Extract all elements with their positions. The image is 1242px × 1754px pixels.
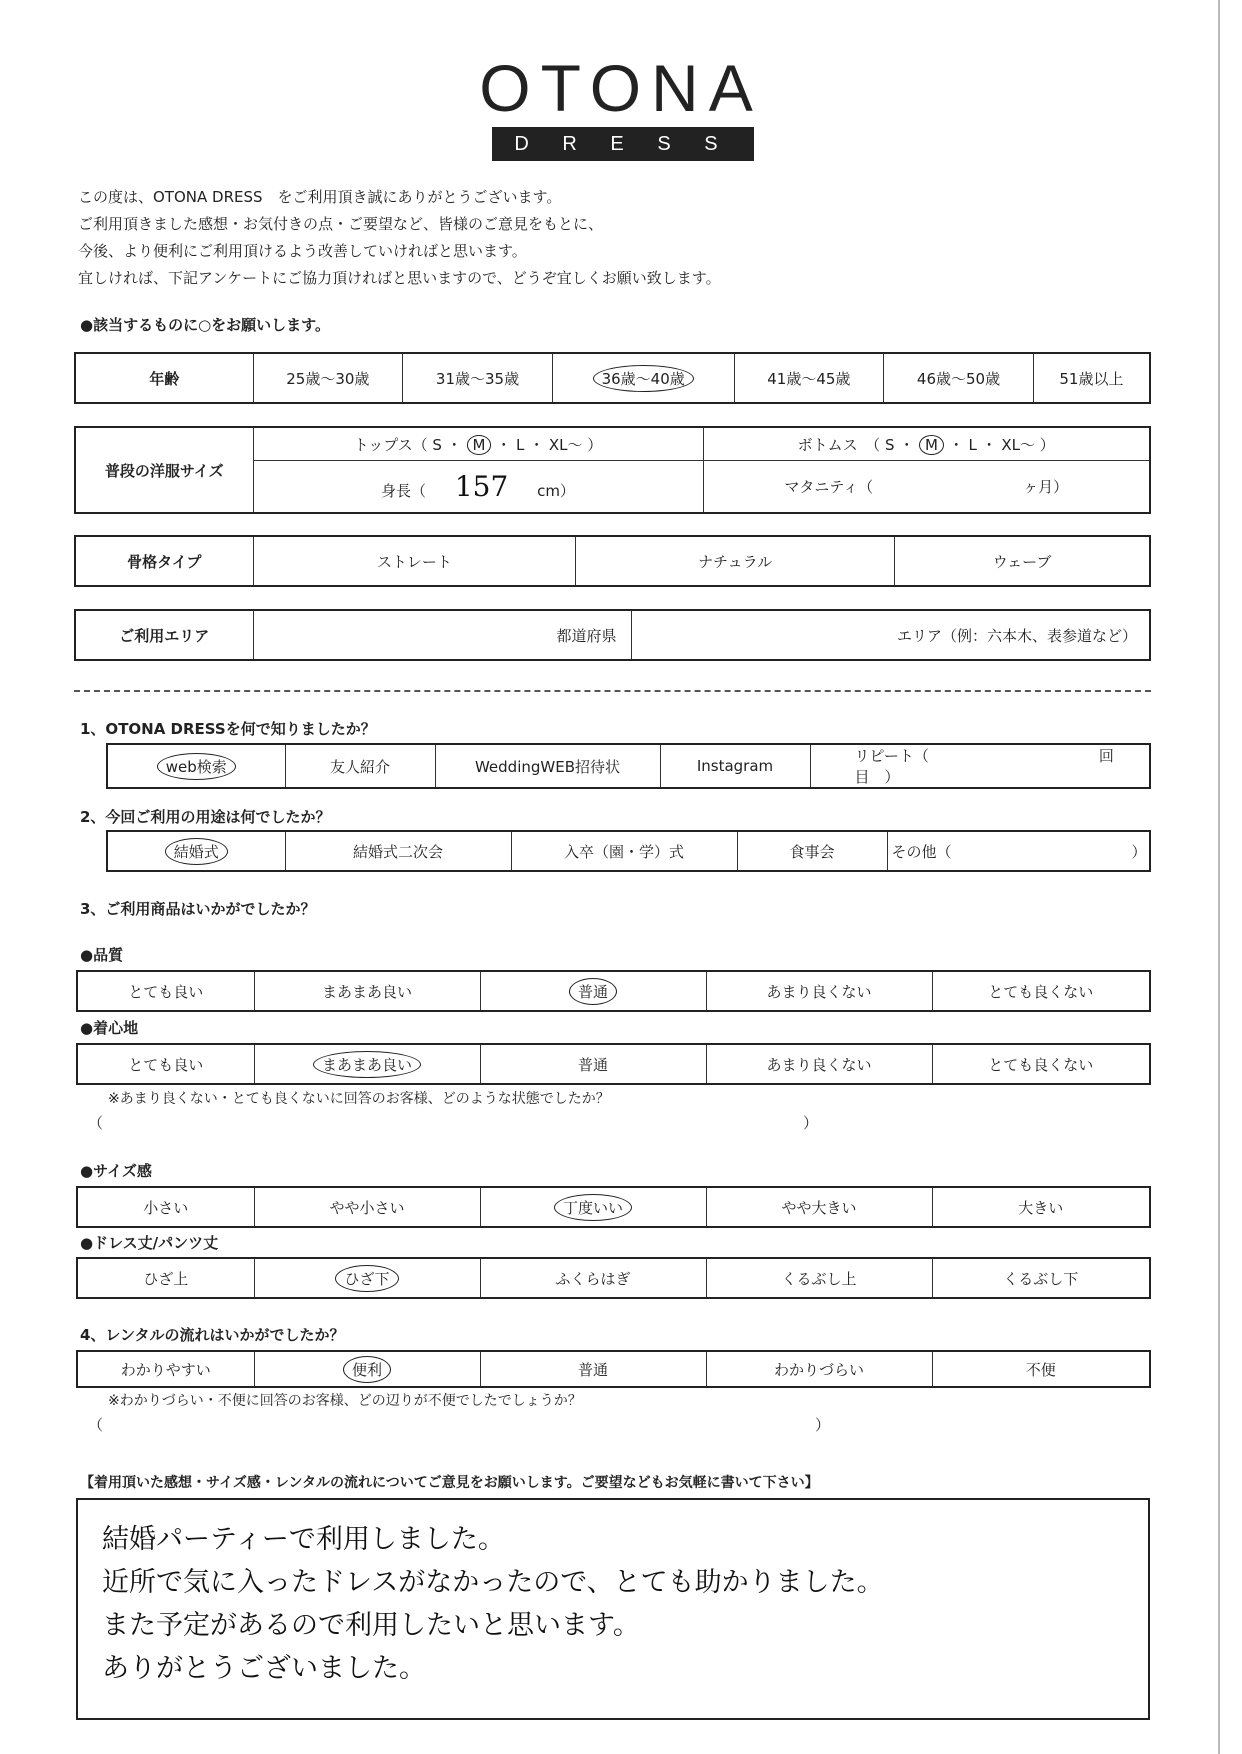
quality-table [76, 970, 1151, 1012]
length-label: ●ドレス丈/パンツ丈 [80, 1234, 219, 1252]
fit-option[interactable]: やや大きい [706, 1187, 932, 1227]
comfort-note: ※あまり良くない・とても良くないに回答のお客様、どのような状態でしたか？ [108, 1091, 610, 1107]
q4-option-selected[interactable]: 便利 [254, 1351, 480, 1387]
brand-logo-otona: OTONA [479, 51, 763, 125]
divider [74, 690, 1151, 692]
skeleton-option[interactable]: ナチュラル [576, 536, 895, 586]
skeleton-option[interactable]: ストレート [253, 536, 576, 586]
fit-option-selected[interactable]: 丁度いい [480, 1187, 706, 1227]
tops-size[interactable]: トップス（ S ・ M ・ L ・ XL～ ） [253, 427, 703, 461]
q2-option[interactable]: 食事会 [737, 831, 887, 871]
age-option[interactable]: 46歳～50歳 [884, 353, 1034, 403]
intro-line: 今後、より便利にご利用頂けるよう改善していければと思います。 [78, 242, 527, 260]
quality-option[interactable]: とても良い [77, 971, 254, 1011]
intro-text [78, 184, 721, 292]
quality-label: ●品質 [80, 946, 124, 964]
q2-option[interactable]: 結婚式二次会 [285, 831, 511, 871]
age-option[interactable]: 51歳以上 [1033, 353, 1150, 403]
skeleton-option[interactable]: ウェーブ [895, 536, 1150, 586]
area-field[interactable]: エリア（例：六本木、表参道など） [631, 610, 1150, 660]
q4-option[interactable]: わかりづらい [706, 1351, 932, 1387]
length-option[interactable]: ひざ上 [77, 1258, 254, 1298]
length-option-selected[interactable]: ひざ下 [254, 1258, 480, 1298]
comfort-option[interactable]: とても良い [77, 1044, 254, 1084]
q4-option[interactable]: わかりやすい [77, 1351, 254, 1387]
comment-title: 【着用頂いた感想・サイズ感・レンタルの流れについてご意見をお願いします。ご要望などもお気軽に書いて下さい】 [80, 1475, 819, 1491]
quality-option[interactable]: まあまあ良い [254, 971, 480, 1011]
q1-option-repeat[interactable]: リピート（ 回目 ） [810, 744, 1150, 788]
q4-option[interactable]: 不便 [932, 1351, 1150, 1387]
q3-title: 3、ご利用商品はいかがでしたか？ [80, 900, 316, 918]
comfort-table [76, 1043, 1151, 1085]
age-option[interactable]: 41歳～45歳 [734, 353, 884, 403]
bottoms-selected: M [919, 435, 944, 455]
quality-option[interactable]: あまり良くない [706, 971, 932, 1011]
intro-line: ご利用頂きました感想・お気付きの点・ご要望など、皆様のご意見をもとに、 [78, 215, 604, 233]
fit-table [76, 1186, 1151, 1228]
maternity-field[interactable]: マタニティ（ ヶ月） [703, 461, 1150, 513]
comfort-option[interactable]: 普通 [480, 1044, 706, 1084]
comment-line: 近所で気に入ったドレスがなかったので、とても助かりました。 [102, 1567, 884, 1598]
q2-title: 2、今回ご利用の用途は何でしたか？ [80, 808, 331, 826]
intro-line: この度は、OTONA DRESS をご利用頂き誠にありがとうございます。 [78, 188, 562, 206]
intro-line: 宜しければ、下記アンケートにご協力頂ければと思いますので、どうぞ宜しくお願い致します。 [78, 269, 721, 287]
tops-selected: M [467, 435, 492, 455]
q1-option[interactable]: 友人紹介 [285, 744, 435, 788]
size-label: 普段の洋服サイズ [75, 427, 253, 513]
skeleton-label: 骨格タイプ [75, 536, 253, 586]
age-table [74, 352, 1151, 404]
q1-title: 1、OTONA DRESSを何で知りましたか？ [80, 720, 376, 738]
q1-table [106, 743, 1151, 789]
area-label: ご利用エリア [75, 610, 253, 660]
q4-option[interactable]: 普通 [480, 1351, 706, 1387]
area-table [74, 609, 1151, 661]
length-option[interactable]: くるぶし上 [706, 1258, 932, 1298]
comfort-option[interactable]: とても良くない [932, 1044, 1150, 1084]
skeleton-table [74, 535, 1151, 587]
comment-box[interactable] [76, 1498, 1150, 1720]
age-option[interactable]: 31歳～35歳 [403, 353, 553, 403]
q4-title: 4、レンタルの流れはいかがでしたか？ [80, 1326, 345, 1344]
brand-dress-text: D R E S S [514, 132, 732, 155]
fit-option[interactable]: やや小さい [254, 1187, 480, 1227]
q4-answer-field[interactable]: （ ） [88, 1416, 830, 1434]
quality-option[interactable]: とても良くない [932, 971, 1150, 1011]
comfort-answer-field[interactable]: （ ） [88, 1114, 818, 1132]
comfort-option-selected[interactable]: まあまあ良い [254, 1044, 480, 1084]
comment-line: 結婚パーティーで利用しました。 [102, 1524, 505, 1555]
q1-option[interactable]: Instagram [660, 744, 810, 788]
instruction-heading: ●該当するものに○をお願いします。 [80, 316, 330, 334]
age-option[interactable]: 25歳～30歳 [253, 353, 403, 403]
q4-note: ※わかりづらい・不便に回答のお客様、どの辺りが不便でしたでしょうか？ [108, 1393, 582, 1409]
comfort-option[interactable]: あまり良くない [706, 1044, 932, 1084]
comment-line: ありがとうございました。 [102, 1653, 426, 1684]
length-option[interactable]: ふくらはぎ [480, 1258, 706, 1298]
q4-table [76, 1350, 1151, 1388]
height-value: 157 [454, 470, 509, 504]
q2-option[interactable]: 入卒（園・学）式 [511, 831, 737, 871]
fit-label: ●サイズ感 [80, 1162, 152, 1180]
age-option-selected[interactable]: 36歳～40歳 [552, 353, 734, 403]
q2-option-selected[interactable]: 結婚式 [107, 831, 285, 871]
q1-option-selected[interactable]: web検索 [107, 744, 285, 788]
age-label: 年齢 [75, 353, 253, 403]
fit-option[interactable]: 大きい [932, 1187, 1150, 1227]
q2-table [106, 830, 1151, 872]
size-table [74, 426, 1151, 514]
scan-edge [1218, 0, 1220, 1754]
q2-option-other[interactable]: その他（ ） [887, 831, 1150, 871]
bottoms-size[interactable]: ボトムス （ S ・ M ・ L ・ XL～ ） [703, 427, 1150, 461]
q1-option[interactable]: WeddingWEB招待状 [435, 744, 660, 788]
prefecture-field[interactable]: 都道府県 [253, 610, 631, 660]
quality-option-selected[interactable]: 普通 [480, 971, 706, 1011]
comfort-label: ●着心地 [80, 1019, 139, 1037]
height-field[interactable]: 身長（ 157 cm） [253, 461, 703, 513]
fit-option[interactable]: 小さい [77, 1187, 254, 1227]
comment-line: また予定があるので利用したいと思います。 [102, 1610, 640, 1641]
length-option[interactable]: くるぶし下 [932, 1258, 1150, 1298]
brand-logo-dress [492, 127, 754, 161]
length-table [76, 1257, 1151, 1299]
